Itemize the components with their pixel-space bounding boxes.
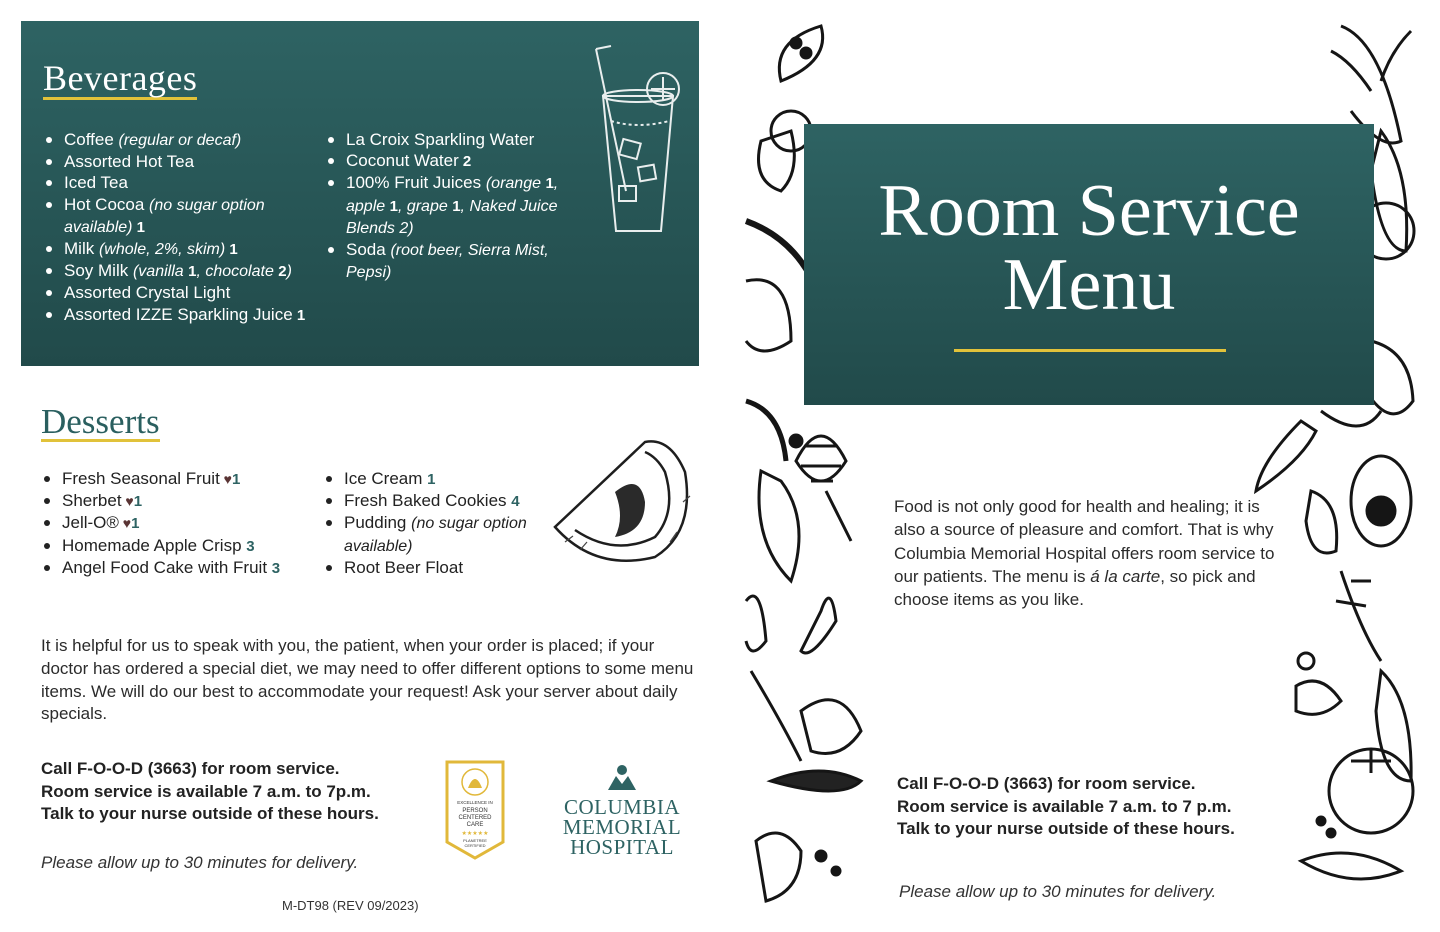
list-item: Milk (whole, 2%, skim) 1 xyxy=(43,238,308,260)
hours-line: Room service is available 7 a.m. to 7p.m. xyxy=(41,781,371,801)
list-item: Sherbet ♥1 xyxy=(41,490,316,512)
intro-text: Food is not only good for health and healing; it is also a source of pleasure and comfort. That is why Columbia Memorial Hospital offers room service to our patients. The menu is á la carte, so pick and choose items as you like. xyxy=(894,497,1275,610)
list-item: Homemade Apple Crisp 3 xyxy=(41,535,316,557)
form-code: M-DT98 (REV 09/2023) xyxy=(282,898,419,913)
desserts-list-2 xyxy=(323,468,553,578)
list-item: La Croix Sparkling Water xyxy=(325,129,590,150)
list-item: Soy Milk (vanilla 1, chocolate 2) xyxy=(43,260,308,282)
heart-icon: ♥ xyxy=(219,471,232,487)
list-item: Jell-O® ♥1 xyxy=(41,512,316,534)
list-item: Ice Cream 1 xyxy=(323,468,553,490)
list-item: Angel Food Cake with Fruit 3 xyxy=(41,557,316,579)
svg-text:CENTERED: CENTERED xyxy=(458,815,492,821)
beverages-title: Beverages xyxy=(43,58,198,98)
delivery-note: Please allow up to 30 minutes for delivery. xyxy=(41,853,359,872)
nurse-line: Talk to your nurse outside of these hours. xyxy=(41,804,379,823)
svg-text:CARE: CARE xyxy=(466,822,484,828)
beverages-panel xyxy=(21,21,699,366)
list-item: Fresh Seasonal Fruit ♥1 xyxy=(41,468,316,490)
list-item: 100% Fruit Juices (orange 1, apple 1, grape 1, Naked Juice Blends 2) xyxy=(325,172,590,239)
special-diet-note: It is helpful for us to speak with you, the patient, when your order is placed; if your doctor has ordered a special diet, we may need to offer different options to some menu items. We will do our best to accommodate your request! Ask your server about daily specials. xyxy=(41,636,694,724)
svg-text:PERSON: PERSON xyxy=(462,808,488,814)
svg-text:★★★★★: ★★★★★ xyxy=(461,831,489,837)
svg-text:PLANETREE: PLANETREE xyxy=(463,838,487,843)
logo-line: HOSPITAL xyxy=(570,835,674,859)
call-line: Call F-O-O-D (3663) for room service. xyxy=(41,759,340,778)
delivery-note-right: Please allow up to 30 minutes for delivery. xyxy=(899,882,1217,901)
heart-icon: ♥ xyxy=(121,493,134,510)
list-item: Coffee (regular or decaf) xyxy=(43,129,308,151)
desserts-title: Desserts xyxy=(41,402,160,441)
beverages-list-1 xyxy=(43,129,308,326)
iced-drink-icon xyxy=(581,41,691,241)
call-line: Call F-O-O-D (3663) for room service. xyxy=(897,774,1196,793)
logo-line: MEMORIAL xyxy=(562,815,682,839)
page-title: Room Service Menu xyxy=(878,170,1300,326)
hospital-logo-icon xyxy=(602,762,642,792)
planetree-badge xyxy=(444,760,506,860)
list-item: Coconut Water 2 xyxy=(325,150,590,172)
cover-title-panel xyxy=(804,124,1374,405)
columbia-memorial-logo xyxy=(556,762,688,858)
list-item: Assorted Crystal Light xyxy=(43,282,308,303)
heart-icon: ♥ xyxy=(118,515,132,532)
beverages-list-2 xyxy=(325,129,590,283)
hours-line: Room service is available 7 a.m. to 7 p.m. xyxy=(897,796,1232,816)
nurse-line: Talk to your nurse outside of these hours. xyxy=(897,819,1235,838)
list-item: Hot Cocoa (no sugar option available) 1 xyxy=(43,194,308,238)
list-item: Soda (root beer, Sierra Mist, Pepsi) xyxy=(325,239,590,283)
list-item: Pudding (no sugar option available) xyxy=(323,512,553,556)
list-item: Assorted IZZE Sparkling Juice 1 xyxy=(43,304,308,326)
list-item: Root Beer Float xyxy=(323,557,553,578)
call-info-right xyxy=(897,773,1277,841)
svg-text:EXCELLENCE IN: EXCELLENCE IN xyxy=(457,800,493,805)
melon-slice-icon xyxy=(545,432,695,572)
list-item: Assorted Hot Tea xyxy=(43,151,308,172)
list-item: Iced Tea xyxy=(43,172,308,193)
svg-text:CERTIFIED: CERTIFIED xyxy=(464,843,486,848)
list-item: Fresh Baked Cookies 4 xyxy=(323,490,553,512)
call-info xyxy=(41,758,411,826)
desserts-list-1 xyxy=(41,468,316,579)
logo-line: COLUMBIA xyxy=(563,795,680,819)
